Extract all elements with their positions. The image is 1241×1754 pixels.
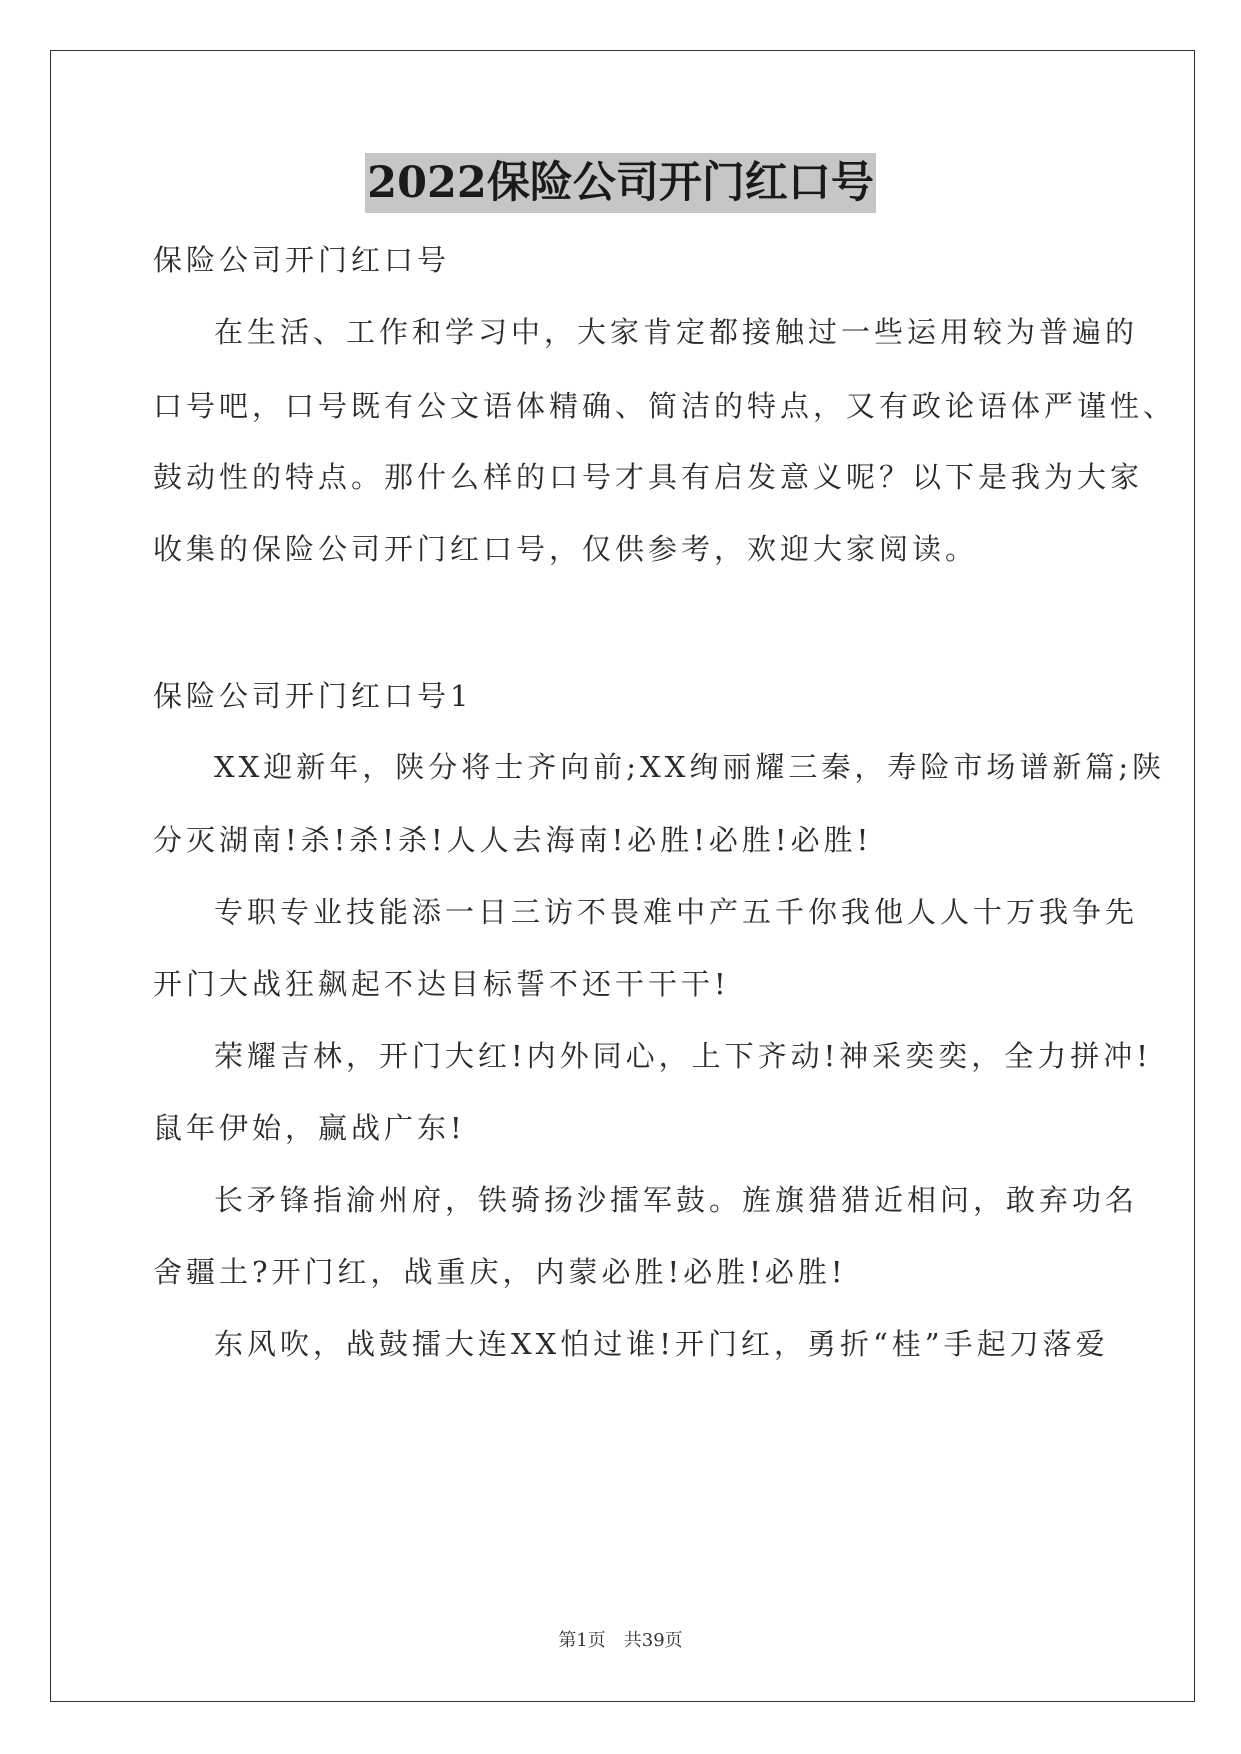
page-footer: 第1页 共39页	[558, 1630, 683, 1651]
paragraph-line: 舍疆土?开门红，战重庆，内蒙必胜!必胜!必胜!	[153, 1255, 847, 1289]
title-container	[0, 153, 1241, 213]
paragraph-line: 鼓动性的特点。那什么样的口号才具有启发意义呢？以下是我为大家	[153, 460, 1144, 494]
section-heading: 保险公司开门红口号1	[153, 679, 473, 713]
paragraph-line: 专职专业技能添一日三访不畏难中产五千你我他人人十万我争先	[214, 895, 1139, 929]
paragraph-line: XX迎新年，陕分将士齐向前;XX绚丽耀三秦，寿险市场谱新篇;陕	[214, 750, 1166, 784]
subtitle: 保险公司开门红口号	[153, 243, 451, 277]
page-border	[50, 50, 1195, 1702]
paragraph-line: 口号吧，口号既有公文语体精确、简洁的特点，又有政论语体严谨性、	[153, 389, 1177, 423]
paragraph-line: 长矛锋指渝州府，铁骑扬沙擂军鼓。旌旗猎猎近相问，敢弃功名	[214, 1183, 1139, 1217]
paragraph-line: 东风吹，战鼓擂大连XX怕过谁!开门红，勇折“桂”手起刀落爱	[214, 1327, 1109, 1361]
paragraph-line: 在生活、工作和学习中，大家肯定都接触过一些运用较为普遍的	[214, 315, 1139, 349]
paragraph-line: 开门大战狂飙起不达目标誓不还干干干!	[153, 967, 730, 1001]
paragraph-line: 鼠年伊始，赢战广东!	[153, 1111, 466, 1145]
document-title: 2022保险公司开门红口号	[365, 153, 876, 213]
paragraph-line: 荣耀吉林，开门大红!内外同心，上下齐动!神采奕奕，全力拼冲!	[214, 1039, 1152, 1073]
paragraph-line: 收集的保险公司开门红口号，仅供参考，欢迎大家阅读。	[153, 532, 979, 566]
paragraph-line: 分灭湖南!杀!杀!杀!人人去海南!必胜!必胜!必胜!	[153, 823, 873, 857]
